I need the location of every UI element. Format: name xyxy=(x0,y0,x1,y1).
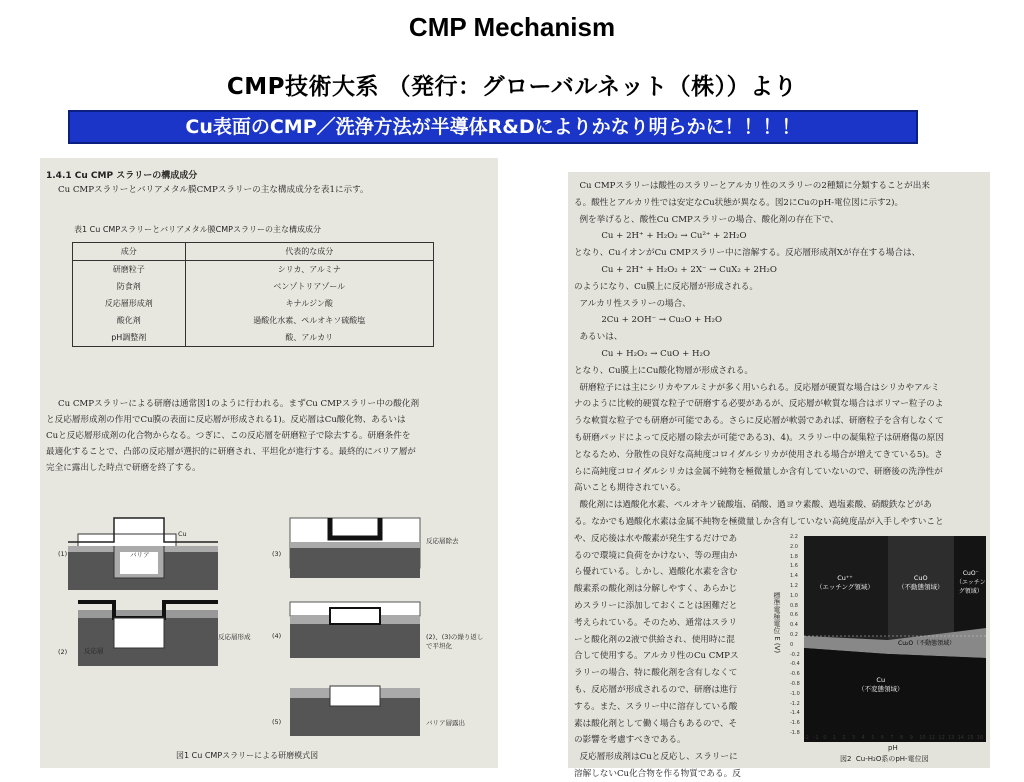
x-tick-label: 1 xyxy=(832,735,836,741)
x-tick-label: 11 xyxy=(928,735,936,741)
table-header: 代表的な成分 xyxy=(185,243,433,261)
body-line: 完全に露出した時点で研磨を終了する。 xyxy=(46,463,201,473)
x-tick-label: -2 xyxy=(804,735,809,741)
body-line: めスラリーに添加しておくことは困難だと xyxy=(574,601,738,611)
figure-caption: 図1 Cu CMPスラリーによる研磨模式図 xyxy=(176,751,319,760)
y-tick-label: 0.6 xyxy=(790,612,798,619)
body-line: ら優れている。しかし、過酸化水素を含む xyxy=(574,567,738,578)
y-tick-label: -1.8 xyxy=(790,730,800,736)
y-tick-label: 0.4 xyxy=(790,622,798,629)
table-header: 成分 xyxy=(73,243,186,261)
body-line: アルカリ性スラリーの場合、 xyxy=(574,298,691,309)
table-cell: ベンゾトリアゾール xyxy=(185,278,433,295)
body-line: や、反応後は水や酸素が発生するだけであ xyxy=(574,533,738,544)
step-2-diagram xyxy=(78,602,218,666)
step-label: (4) xyxy=(272,632,282,640)
x-tick-label: 8 xyxy=(900,735,904,741)
y-tick-label: -1.0 xyxy=(790,690,800,697)
x-tick-label: -1 xyxy=(813,735,819,741)
y-tick-label: 1.0 xyxy=(790,592,798,599)
body-line: らに高純度コロイダルシリカは金属不純物を極微量しか含有していないので、研磨後の洗浄性が xyxy=(574,466,943,477)
y-tick-label: -1.6 xyxy=(790,720,800,727)
body-line: となるため、分散性の良好な高純度コロイダルシリカが使用される場合が増えてきている5)。さ xyxy=(574,449,943,460)
table-cell: シリカ、アルミナ xyxy=(185,261,433,279)
table-cell: キナルジン酸 xyxy=(185,295,433,312)
y-tick-label: 1.6 xyxy=(790,563,798,570)
repeat-label: (2)、(3)の繰り返し で平坦化 xyxy=(426,633,484,650)
x-tick-label: 15 xyxy=(967,735,974,741)
body-line: Cuと反応層形成剤の化合物からなる。つぎに、この反応層を研磨粒子で除去する。研磨条件を xyxy=(46,431,411,441)
region-label: CuO （不動態領域） xyxy=(898,574,944,591)
reaction-remove-label: 反応層除去 xyxy=(426,537,459,545)
y-tick-label: 0.8 xyxy=(790,602,798,609)
y-tick-label: 0.2 xyxy=(790,632,798,638)
y-tick-label: 1.2 xyxy=(790,583,798,589)
step-3-diagram xyxy=(290,518,420,578)
body-line: も、反応層が形成されるので、研磨は進行 xyxy=(574,685,738,695)
body-line: 研磨粒子には主にシリカやアルミナが多く用いられる。反応層が硬質な場合はシリカやアルミ xyxy=(574,382,940,393)
body-line: する。また、スラリー中に溶存している酸 xyxy=(574,701,738,712)
body-line: ラリーの場合、特に酸化剤を含有しなくて xyxy=(574,668,738,679)
body-line: Cu + 2H⁺ + H₂O₂ + 2X⁻ → CuX₂ + 2H₂O xyxy=(574,265,777,275)
x-tick-label: 6 xyxy=(880,735,884,741)
table-cell: 反応層形成剤 xyxy=(73,295,186,312)
y-tick-label: 2.0 xyxy=(790,543,798,550)
body-line: 反応層形成剤はCuと反応し、スラリーに xyxy=(574,752,738,763)
step-label: (3) xyxy=(272,550,282,558)
body-line: 2Cu + 2OH⁻ → Cu₂O + H₂O xyxy=(574,315,723,326)
barrier-label: バリア xyxy=(130,551,150,559)
step-5-diagram xyxy=(290,686,420,736)
reaction-layer-label: 反応層 xyxy=(84,647,104,655)
body-line: る。なかでも過酸化水素は金属不純物を極微量しか含有していない高純度品が入手しやすいこと xyxy=(574,517,944,527)
body-line: 酸化剤には過酸化水素、ペルオキソ硫酸塩、硝酸、過ヨウ素酸、過塩素酸、硝酸鉄などがあ xyxy=(574,500,932,511)
body-line: 素は酸化剤として働く場合もあるので、そ xyxy=(574,718,738,729)
x-tick-label: 7 xyxy=(890,735,894,741)
body-line: となり、Cu膜上にCu酸化物層が形成される。 xyxy=(574,365,753,376)
body-line: 合して使用する。アルカリ性のCu CMPス xyxy=(574,651,739,662)
x-tick-label: 14 xyxy=(957,735,964,741)
table-cell: 酸化剤 xyxy=(73,312,186,329)
x-tick-label: 3 xyxy=(852,735,856,741)
body-line: るので環境に負荷をかけない、等の理由か xyxy=(574,550,738,561)
barrier-expose-label: バリア層露出 xyxy=(426,719,465,727)
body-line: 高いことも期待されている。 xyxy=(574,483,686,494)
table-caption: 表1 Cu CMPスラリーとバリアメタル膜CMPスラリーの主な構成成分 xyxy=(74,225,321,234)
table-cell: 過酸化水素、ペルオキソ硫酸塩 xyxy=(185,312,433,329)
section-heading: 1.4.1 Cu CMP スラリーの構成成分 xyxy=(46,171,198,181)
diagram-caption: 図2 Cu-H₂O系のpH-電位図 xyxy=(840,755,929,763)
body-line: 最適化することで、凸部の反応層が選択的に研磨され、平坦化が進行する。最終的にバリア層が xyxy=(46,447,416,457)
cu-region xyxy=(804,648,986,742)
step-label: (5) xyxy=(272,718,282,726)
y-tick-label: -0.6 xyxy=(790,671,800,678)
slide-subtitle: CMP技術大系 （発行：グローバルネット（株））より xyxy=(226,74,798,100)
diagram-xlabel: pH xyxy=(888,744,898,752)
y-tick-label: 1.4 xyxy=(790,573,798,580)
body-line: Cu CMPスラリーは酸性のスラリーとアルカリ性のスラリーの2種類に分類することが出来 xyxy=(574,181,930,191)
step-4-diagram xyxy=(290,602,420,658)
body-line: ナのように比較的硬質な粒子で研磨する必要があるが、反応層が軟質な場合はポリマー粒子のよ xyxy=(574,399,944,410)
y-tick-label: 2.2 xyxy=(790,534,798,540)
region-label: Cu₂O（不動態領域） xyxy=(898,640,956,647)
ph-potential-diagram xyxy=(804,536,986,742)
right-page-scan xyxy=(568,172,990,779)
region-label: Cu⁺⁺ （エッチング領域） xyxy=(816,574,874,591)
x-tick-label: 9 xyxy=(909,735,913,741)
table-cell: pH調整剤 xyxy=(73,329,186,347)
body-line: と反応層形成剤の作用でCu膜の表面に反応層が形成される1)。反応層はCu酸化物、あるいは xyxy=(46,415,406,425)
body-line: も研磨パッドによって反応層の除去が可能である3)、4)。スラリー中の凝集粒子は研磨傷の原因 xyxy=(574,433,944,443)
y-tick-label: -1.4 xyxy=(790,710,800,717)
body-line: うな軟質な粒子でも研磨が可能である。さらに反応層が軟弱であれば、研磨粒子を含有しなくて xyxy=(574,416,944,427)
diagram-ylabel: 標準電極電位 E (V) xyxy=(773,592,781,654)
intro-text: Cu CMPスラリーとバリアメタル膜CMPスラリーの主な構成成分を表1に示す。 xyxy=(58,185,369,195)
body-line: Cu + 2H⁺ + H₂O₂ → Cu²⁺ + 2H₂O xyxy=(574,231,747,242)
region-label: Cu （不変態領域） xyxy=(858,676,904,693)
body-line: のようになり、Cu膜上に反応層が形成される。 xyxy=(574,281,758,292)
body-line: となり、CuイオンがCu CMPスラリー中に溶解する。反応層形成剤Xが存在する場合は、 xyxy=(574,248,921,259)
body-line: ーと酸化剤の2液で供給され、使用時に混 xyxy=(574,634,735,645)
x-tick-label: 2 xyxy=(842,735,846,741)
body-line: Cu CMPスラリーによる研磨は通常図1のように行われる。まずCu CMPスラリー中の酸化剤 xyxy=(58,399,420,409)
y-tick-label: -1.2 xyxy=(790,700,800,707)
x-tick-label: 13 xyxy=(948,735,955,741)
x-tick-label: 5 xyxy=(871,735,875,741)
y-tick-label: 1.8 xyxy=(790,553,798,560)
composition-table xyxy=(72,242,434,347)
slide-title: CMP Mechanism xyxy=(408,12,616,42)
x-tick-label: 12 xyxy=(938,735,945,741)
highlight-banner: Cu表面のCMP／洗浄方法が半導体R&Dによりかなり明らかに！！！！ xyxy=(68,110,918,144)
step-label: (2) xyxy=(58,648,68,656)
y-tick-label: 0 xyxy=(790,641,794,648)
body-line: Cu + H₂O₂ → CuO + H₂O xyxy=(574,349,710,359)
y-tick-label: -0.8 xyxy=(790,681,800,687)
x-tick-label: 10 xyxy=(919,735,926,741)
y-tick-label: -0.2 xyxy=(790,651,800,658)
x-tick-label: 4 xyxy=(861,735,865,741)
x-tick-label: 0 xyxy=(823,735,827,741)
table-cell: 防食剤 xyxy=(73,278,186,295)
region-label: CuO⁻ （エッチン グ領域） xyxy=(956,570,986,595)
table-cell: 研磨粒子 xyxy=(73,261,186,279)
x-tick-label: 16 xyxy=(976,735,984,741)
table-cell: 酸、アルカリ xyxy=(185,329,433,347)
body-line: 例を挙げると、酸性Cu CMPスラリーの場合、酸化剤の存在下で、 xyxy=(574,214,839,225)
cu-label: Cu xyxy=(178,530,187,538)
body-line: の影響を考慮すべきである。 xyxy=(574,735,686,746)
reaction-form-label: 反応層形成 xyxy=(218,633,251,641)
y-tick-label: -0.4 xyxy=(790,661,800,668)
body-line: 酸素系の酸化剤は分解しやすく、あらかじ xyxy=(574,584,738,595)
body-line: 溶解しないCu化合物を作る物質である。反 xyxy=(574,769,741,779)
body-line: あるいは、 xyxy=(574,332,623,343)
left-page-scan xyxy=(40,158,498,768)
body-line: る。酸性とアルカリ性では安定なCu状態が異なる。図2にCuのpH-電位図に示す2)。 xyxy=(574,197,904,208)
step-label: (1) xyxy=(58,550,68,558)
body-line: 考えられている。そのため、通常はスラリ xyxy=(574,617,737,628)
